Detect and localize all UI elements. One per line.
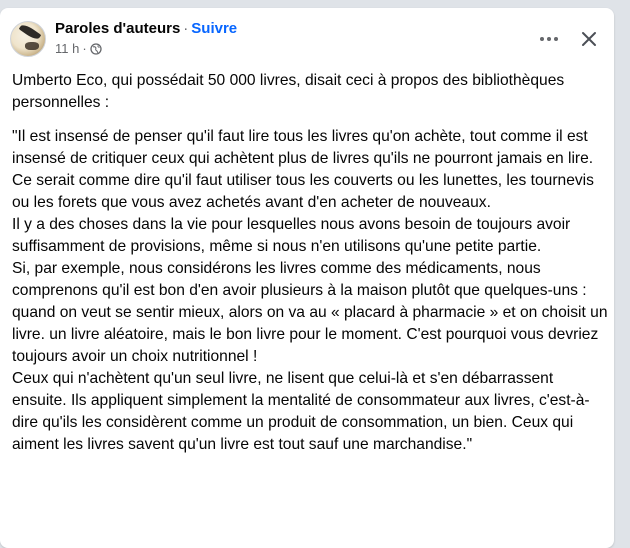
author-separator: ·	[183, 20, 189, 37]
avatar-ink-graphic	[25, 42, 39, 50]
post-paragraph: Ceux qui n'achètent qu'un seul livre, ne lisent que celui-là et s'en débarrassent ensuite. Ils appliquent simplement la mentalité de consommateur aux livres, c'est-à-dire qu'ils les considèrent comme un produit de consommation, un bien. Ceux qui aiment les livres savent qu'un livre est tout sauf une marchandise."	[12, 370, 590, 453]
globe-icon[interactable]	[90, 43, 102, 55]
post-paragraph: Si, par exemple, nous considérons les livres comme des médicaments, nous comprenons qu'il est bon d'en avoir plusieurs à la maison plutôt que quelques-uns : quand on veut se sentir mieux, alors on va au « placard à pharmacie » et on choisit un livre. un livre aléatoire, mais le bon livre pour le moment. C'est pourquoi vous devriez toujours avoir un choix nutritionnel !	[12, 260, 608, 365]
post-intro: Umberto Eco, qui possédait 50 000 livres, disait ceci à propos des bibliothèques personnelles :	[12, 72, 565, 111]
post-text	[12, 70, 612, 456]
post-header	[10, 18, 604, 62]
follow-button[interactable]: Suivre	[191, 20, 238, 37]
post-card	[0, 8, 614, 548]
more-options-icon[interactable]	[534, 24, 564, 54]
author-avatar[interactable]	[10, 21, 46, 57]
timestamp-separator: ·	[82, 41, 87, 56]
post-timestamp[interactable]: 11 h	[55, 41, 80, 56]
post-paragraph: "Il est insensé de penser qu'il faut lire tous les livres qu'on achète, tout comme il est insensé de critiquer ceux qui achètent plus de livres qu'ils ne pourront jamais en lire. Ce serait comme dire qu'il faut utiliser tous les couverts ou les lunettes, les tournevis ou les forets que vous avez achetés avant d'en acheter de nouveaux.	[12, 128, 594, 211]
post-subline	[55, 41, 237, 57]
header-actions	[534, 24, 604, 54]
author-row	[55, 19, 237, 39]
post-meta	[55, 18, 237, 57]
avatar-feather-graphic	[19, 22, 42, 41]
close-icon[interactable]	[574, 24, 604, 54]
post-paragraph: Il y a des choses dans la vie pour lesquelles nous avons besoin de toujours avoir suffisamment de provisions, même si nous n'en utilisons qu'une petite partie.	[12, 216, 571, 255]
author-name[interactable]: Paroles d'auteurs	[55, 20, 181, 37]
